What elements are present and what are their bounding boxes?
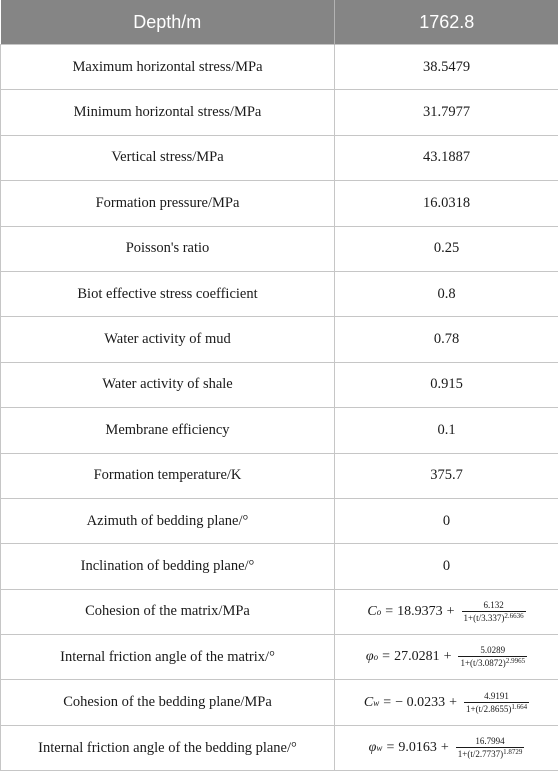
formula-cell bbox=[335, 635, 558, 680]
table-row bbox=[1, 317, 558, 362]
eq-operator: + bbox=[449, 694, 457, 710]
eq-fraction bbox=[464, 692, 529, 714]
table-body bbox=[1, 45, 558, 771]
eq-constant: 18.9373 bbox=[397, 603, 443, 619]
param-label: Water activity of mud bbox=[1, 317, 335, 362]
param-label: Vertical stress/MPa bbox=[1, 135, 335, 180]
equation bbox=[367, 601, 525, 623]
equation bbox=[366, 646, 527, 668]
param-value: 375.7 bbox=[335, 453, 558, 498]
param-label: Cohesion of the matrix/MPa bbox=[1, 589, 335, 634]
table-row bbox=[1, 498, 558, 543]
param-value: 43.1887 bbox=[335, 135, 558, 180]
param-value: 0.915 bbox=[335, 362, 558, 407]
eq-denominator bbox=[458, 656, 527, 668]
eq-subscript: o bbox=[376, 606, 382, 617]
header-label: Depth/m bbox=[1, 0, 335, 45]
formula-row bbox=[1, 680, 558, 725]
eq-exponent: 1.664 bbox=[511, 702, 528, 711]
eq-fraction bbox=[456, 737, 525, 759]
eq-denominator bbox=[462, 611, 526, 623]
table-row bbox=[1, 453, 558, 498]
param-label: Inclination of bedding plane/° bbox=[1, 544, 335, 589]
eq-operator: + bbox=[446, 603, 455, 619]
eq-denominator bbox=[464, 702, 529, 714]
eq-numerator: 5.0289 bbox=[480, 645, 506, 656]
eq-subscript: w bbox=[376, 743, 383, 754]
param-label: Maximum horizontal stress/MPa bbox=[1, 45, 335, 90]
header-value: 1762.8 bbox=[335, 0, 558, 45]
eq-den-base: 1+(t/3.0872) bbox=[460, 658, 506, 669]
table-header bbox=[1, 0, 558, 45]
table-row bbox=[1, 90, 558, 135]
eq-symbol: φ bbox=[365, 649, 374, 665]
formula-row bbox=[1, 635, 558, 680]
formula-cell bbox=[335, 725, 558, 770]
header-row bbox=[1, 0, 558, 45]
param-value: 0.78 bbox=[335, 317, 558, 362]
param-label: Water activity of shale bbox=[1, 362, 335, 407]
table-row bbox=[1, 135, 558, 180]
eq-constant: − 0.0233 bbox=[395, 694, 446, 710]
eq-den-base: 1+(t/2.7737) bbox=[457, 749, 504, 760]
param-label: Cohesion of the bedding plane/MPa bbox=[1, 680, 335, 725]
param-label: Minimum horizontal stress/MPa bbox=[1, 90, 335, 135]
table-row bbox=[1, 362, 558, 407]
table-row bbox=[1, 271, 558, 316]
table-row bbox=[1, 226, 558, 271]
param-label: Biot effective stress coefficient bbox=[1, 271, 335, 316]
param-label: Internal friction angle of the matrix/° bbox=[1, 635, 335, 680]
equation bbox=[369, 737, 525, 759]
eq-exponent: 1.8729 bbox=[503, 748, 523, 757]
equation bbox=[364, 692, 529, 714]
eq-symbol: C bbox=[367, 603, 377, 619]
eq-equals: = bbox=[383, 694, 392, 710]
table-row bbox=[1, 181, 558, 226]
param-value: 0 bbox=[335, 498, 558, 543]
table-row bbox=[1, 45, 558, 90]
eq-subscript: o bbox=[373, 652, 379, 663]
param-value: 0.8 bbox=[335, 271, 558, 316]
param-label: Azimuth of bedding plane/° bbox=[1, 498, 335, 543]
eq-numerator: 6.132 bbox=[483, 599, 504, 610]
eq-numerator: 16.7994 bbox=[475, 736, 505, 747]
param-value: 0.1 bbox=[335, 408, 558, 453]
eq-den-base: 1+(t/2.8655) bbox=[466, 703, 512, 714]
param-label: Formation temperature/K bbox=[1, 453, 335, 498]
formula-cell bbox=[335, 589, 558, 634]
table-row bbox=[1, 408, 558, 453]
eq-numerator: 4.9191 bbox=[484, 690, 509, 701]
param-label: Poisson's ratio bbox=[1, 226, 335, 271]
table-row bbox=[1, 544, 558, 589]
eq-equals: = bbox=[386, 740, 395, 756]
eq-subscript: w bbox=[373, 697, 380, 708]
param-label: Membrane efficiency bbox=[1, 408, 335, 453]
param-value: 38.5479 bbox=[335, 45, 558, 90]
param-value: 0.25 bbox=[335, 226, 558, 271]
formula-row bbox=[1, 589, 558, 634]
eq-den-base: 1+(t/3.337) bbox=[463, 612, 505, 623]
eq-symbol: C bbox=[363, 694, 374, 710]
eq-symbol: φ bbox=[368, 740, 377, 756]
eq-equals: = bbox=[382, 649, 391, 665]
eq-exponent: 2.9965 bbox=[505, 657, 526, 666]
param-value: 31.7977 bbox=[335, 90, 558, 135]
eq-operator: + bbox=[443, 649, 452, 665]
eq-fraction bbox=[462, 601, 526, 623]
eq-equals: = bbox=[385, 603, 394, 619]
formula-row bbox=[1, 725, 558, 770]
param-value: 0 bbox=[335, 544, 558, 589]
eq-constant: 9.0163 bbox=[398, 740, 437, 756]
eq-constant: 27.0281 bbox=[394, 649, 440, 665]
eq-operator: + bbox=[440, 740, 449, 756]
eq-fraction bbox=[458, 646, 527, 668]
eq-denominator bbox=[456, 747, 525, 759]
param-value: 16.0318 bbox=[335, 181, 558, 226]
param-label: Internal friction angle of the bedding plane/° bbox=[1, 725, 335, 770]
eq-exponent: 2.6636 bbox=[504, 611, 524, 620]
param-label: Formation pressure/MPa bbox=[1, 181, 335, 226]
formula-cell bbox=[335, 680, 558, 725]
